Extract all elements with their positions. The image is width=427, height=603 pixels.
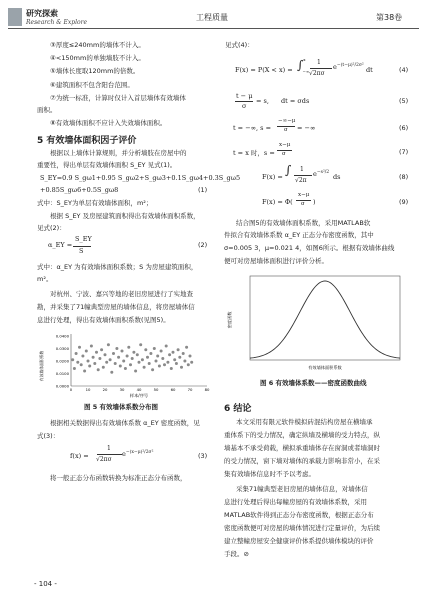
fig5-data-point bbox=[136, 353, 139, 356]
paragraph-line: m²。 bbox=[37, 275, 53, 283]
fig5-data-point bbox=[175, 362, 178, 365]
equation-7-lhs: t = x 时，s = bbox=[233, 149, 275, 157]
fig5-data-point bbox=[149, 352, 152, 355]
fig5-data-point bbox=[160, 350, 163, 353]
equation-3-numerator: 1 bbox=[107, 445, 111, 452]
fig5-data-point bbox=[144, 348, 147, 351]
header-section-title: 研究探索 bbox=[26, 9, 58, 18]
equation-8-tail: ds bbox=[333, 173, 341, 181]
fig5-data-point bbox=[139, 343, 142, 346]
fig5-data-point bbox=[115, 347, 118, 350]
equation-1-line-b: +0.85S_gω6+0.5S_gω8 bbox=[40, 186, 119, 194]
equation-8-denominator: √2π bbox=[295, 177, 307, 184]
figure-5-scatter-chart bbox=[37, 330, 213, 398]
fig5-y-tick-label: 0.0200 bbox=[55, 358, 69, 364]
equation-3-fraction-bar bbox=[97, 454, 122, 455]
equation-9-tail: ) bbox=[313, 198, 316, 206]
fig5-data-point bbox=[166, 361, 169, 364]
fig5-data-point bbox=[112, 352, 115, 355]
paragraph-line: 重体系下的受力情况，确定纵墙及横墙的受力特点，纵 bbox=[224, 431, 380, 439]
fig5-data-point bbox=[104, 353, 107, 356]
fig5-data-point bbox=[187, 363, 190, 366]
equation-6-frac-n: −∞−μ bbox=[278, 118, 296, 124]
equation-7-frac-n: x−μ bbox=[279, 142, 291, 148]
fig5-y-tick-label: 0.0000 bbox=[55, 383, 69, 389]
section-6-title: 6 结论 bbox=[224, 404, 252, 414]
paragraph-line: 将一般正态分布函数转换为标准正态分布函数， bbox=[50, 474, 187, 482]
equation-9-lhs: F(x) = Φ( bbox=[262, 198, 293, 206]
fig5-y-axis-label: 有效墙体面积系数 bbox=[39, 350, 44, 382]
fig5-data-point bbox=[129, 363, 132, 366]
fig5-x-tick-label: 10 bbox=[85, 387, 91, 392]
paragraph-line: 密度函数便可对房屋的墙体情况进行定量评价，为后续 bbox=[224, 524, 380, 532]
paragraph-line: 的受力情况，窗下墙对墙体的承载力影响非常小，在采 bbox=[224, 457, 380, 465]
fig5-x-tick-label: 50 bbox=[153, 387, 159, 392]
fig6-plot-frame bbox=[250, 276, 400, 360]
fig5-data-point bbox=[127, 346, 130, 349]
fig5-data-point bbox=[117, 356, 120, 359]
header-volume: 第38卷 bbox=[376, 13, 403, 22]
equation-4-number: (4) bbox=[399, 66, 409, 74]
equation-6-lhs: t = −∞, s = bbox=[233, 124, 272, 132]
fig6-series-line bbox=[250, 281, 400, 358]
fig5-x-tick-label: 70 bbox=[187, 387, 193, 392]
fig5-data-point bbox=[80, 363, 83, 366]
fig5-data-point bbox=[185, 346, 188, 349]
fig5-data-point bbox=[95, 351, 98, 354]
fig5-data-point bbox=[168, 353, 171, 356]
fig5-data-point bbox=[122, 360, 125, 363]
equation-5-number: (5) bbox=[399, 97, 409, 105]
equation-8-lhs: F(x) = bbox=[262, 173, 283, 181]
equation-3-denominator: √2πσ bbox=[96, 456, 112, 463]
equation-2-lhs: α_EY = bbox=[48, 241, 73, 249]
fig5-data-point bbox=[100, 348, 103, 351]
paragraph-line: 式中：S_EY为单层有效墙体面积，m²； bbox=[37, 199, 153, 207]
equation-5-denominator: σ bbox=[242, 102, 247, 110]
list-item: ⑤墙体长度取120mm的倍数。 bbox=[50, 67, 140, 75]
fig5-data-point bbox=[97, 368, 100, 371]
list-item: ④<150mm的单独墙肢不计入。 bbox=[50, 54, 145, 62]
fig5-data-point bbox=[110, 371, 113, 374]
equation-9-frac-d: σ bbox=[301, 201, 305, 207]
fig5-data-point bbox=[102, 366, 105, 369]
equation-6-number: (6) bbox=[399, 124, 409, 132]
paragraph-line: 集有效墙体信息时不予以考虑。 bbox=[224, 470, 315, 478]
paragraph-line: 手段。⊘ bbox=[224, 550, 249, 558]
fig5-data-point bbox=[121, 350, 124, 353]
paragraph-line: 式中：α_EY 为有效墙体面积系数；S 为房屋建筑面积， bbox=[37, 263, 198, 271]
paragraph-line: MATLAB软件得到正态分布密度函数，根据正态分布 bbox=[224, 511, 374, 519]
header-section-subtitle: Research & Explore bbox=[26, 19, 88, 26]
paragraph-line: 建立整幢房屋安全健康评价体系提供墙体模块的评价 bbox=[224, 537, 374, 545]
fig5-data-point bbox=[183, 360, 186, 363]
fig5-data-point bbox=[173, 358, 176, 361]
fig5-data-point bbox=[163, 363, 166, 366]
equation-4-numerator: 1 bbox=[317, 59, 321, 66]
fig5-data-point bbox=[158, 365, 161, 368]
fig5-x-tick-label: 20 bbox=[102, 387, 108, 392]
fig5-data-point bbox=[93, 362, 96, 365]
fig5-data-point bbox=[87, 360, 90, 363]
equation-5-tail: dt = σds bbox=[281, 97, 310, 105]
page-number: - 104 - bbox=[34, 580, 57, 588]
paragraph-line: 勘，并采集了71幢典型房屋的墙体信息，将房屋墙体信 bbox=[37, 303, 195, 311]
list-item: ⑦为统一标准，计算时仅计入首层墙体有效墙体 bbox=[50, 94, 186, 102]
equation-7-frac-d: σ bbox=[282, 151, 286, 157]
fig5-data-point bbox=[156, 355, 159, 358]
figure-6-density-curve bbox=[224, 272, 414, 372]
list-item: 面积。 bbox=[37, 106, 57, 114]
equation-3-exponent: $e^{-(x-\mu)^2/2\sigma^2}$ bbox=[122, 450, 154, 459]
equation-4-integral: ∫$^x_{-\infty}$ bbox=[297, 57, 310, 74]
equation-4-denominator: √2πσ bbox=[309, 70, 325, 77]
equation-1-number: (1) bbox=[198, 186, 208, 194]
fig5-data-point bbox=[161, 357, 164, 360]
paragraph-line: 息进行处理后得出每幢房屋的有效墙体系数，采用 bbox=[224, 498, 367, 506]
paragraph-line: 见式(2)： bbox=[37, 224, 66, 232]
fig5-data-point bbox=[151, 368, 154, 371]
fig5-data-point bbox=[180, 366, 183, 369]
header-rule bbox=[8, 28, 419, 29]
fig5-data-point bbox=[126, 355, 129, 358]
fig5-data-point bbox=[73, 367, 76, 370]
fig5-x-axis-label: 样本/序号 bbox=[129, 393, 149, 398]
fig5-data-point bbox=[92, 356, 95, 359]
fig5-data-point bbox=[182, 352, 185, 355]
paragraph-line: 件拟合有效墙体系数 α_EY 正态分布密度函数，其中 bbox=[224, 231, 374, 239]
equation-3-number: (3) bbox=[198, 452, 208, 460]
fig5-data-point bbox=[143, 366, 146, 369]
fig5-data-point bbox=[105, 361, 108, 364]
equation-5-numerator: t − μ bbox=[236, 92, 253, 100]
fig5-data-point bbox=[71, 358, 74, 361]
equation-8-numerator: 1 bbox=[300, 166, 304, 173]
equation-2-numerator: S_EY bbox=[75, 235, 92, 243]
equation-9-frac-n: x−μ bbox=[298, 192, 310, 198]
fig5-data-point bbox=[190, 361, 193, 364]
equation-8-exponent: $e^{-s^2/2}$ bbox=[313, 170, 330, 179]
paragraph-line: 重要性，得出单层有效墙体面积 S_EY 见式(1)。 bbox=[37, 161, 177, 169]
paragraph-line: 根据相关数据得出有效墙体系数 α_EY 密度函数，见 bbox=[50, 419, 200, 427]
fig5-data-point bbox=[148, 362, 151, 365]
fig5-data-point bbox=[138, 361, 141, 364]
paragraph-line: 根据 S_EY 及房屋建筑面积得出有效墙体面积系数， bbox=[50, 212, 200, 220]
equation-2-denominator: S bbox=[79, 247, 84, 255]
list-item: ⑧有效墙体面积不应计入失效墙体面积。 bbox=[50, 119, 167, 127]
equation-9-number: (9) bbox=[399, 198, 409, 206]
fig5-data-point bbox=[90, 345, 93, 348]
paragraph-line: 息进行处理，得出有效墙体面积系数(见图5)。 bbox=[37, 316, 170, 324]
equation-4-tail: dt bbox=[366, 66, 373, 74]
list-item: ⑥建筑面积不包含阳台范围。 bbox=[50, 81, 134, 89]
equation-8-number: (8) bbox=[399, 173, 409, 181]
fig5-x-tick-label: 80 bbox=[204, 387, 210, 392]
equation-4-lhs: F(x) = P(X < x) = bbox=[235, 66, 293, 74]
fig6-x-axis-label: 有效墙体面积系数 bbox=[308, 365, 342, 370]
equation-4-exponent: $e^{-(t-\mu)^2/2\sigma^2}$ bbox=[333, 63, 364, 72]
fig5-data-point bbox=[109, 358, 112, 361]
fig5-data-point bbox=[124, 367, 127, 370]
paragraph-line: 根据以上墙体计算规则，并分析墙肢在房屋中的 bbox=[50, 149, 187, 157]
paragraph-line: 对杭州、宁波、嘉兴等地的老旧房屋进行了实地查 bbox=[50, 290, 193, 298]
fig5-data-point bbox=[81, 355, 84, 358]
paragraph-line: 见式(4)： bbox=[225, 41, 254, 49]
equation-2-number: (2) bbox=[198, 241, 208, 249]
paragraph-line: 本文采用有限元软件模拟砖混结构房屋在横墙承 bbox=[236, 418, 373, 426]
fig5-data-point bbox=[78, 346, 81, 349]
fig5-data-point bbox=[85, 350, 88, 353]
fig5-data-point bbox=[155, 360, 158, 363]
fig5-data-point bbox=[131, 357, 134, 360]
equation-5-mid: = s, bbox=[256, 97, 269, 105]
fig5-data-point bbox=[98, 357, 101, 360]
fig5-data-point bbox=[165, 345, 168, 348]
fig5-data-point bbox=[134, 370, 137, 373]
figure-5-caption: 图 5 有效墙体系数分布图 bbox=[84, 403, 159, 411]
section-5-title: 5 有效墙体面积因子评价 bbox=[37, 136, 137, 146]
fig5-data-point bbox=[114, 362, 117, 365]
fig5-y-tick-label: 0.0300 bbox=[55, 345, 69, 351]
paragraph-line: σ=0.005 3，μ=0.021 4，如图6所示。根据有效墙体曲线 bbox=[224, 244, 395, 252]
equation-7-number: (7) bbox=[399, 148, 409, 156]
fig5-data-point bbox=[83, 370, 86, 373]
fig5-x-tick-label: 30 bbox=[119, 387, 125, 392]
fig5-data-point bbox=[141, 358, 144, 361]
fig5-x-tick-label: 60 bbox=[170, 387, 176, 392]
fig5-data-point bbox=[88, 365, 91, 368]
fig5-data-point bbox=[119, 365, 122, 368]
paragraph-line: 式(3)： bbox=[37, 432, 60, 440]
header-logo-box bbox=[8, 8, 22, 26]
equation-4-fraction-bar bbox=[310, 68, 332, 69]
figure-6-caption: 图 6 有效墙体系数——密度函数曲线 bbox=[260, 379, 367, 387]
equation-6-tail: = −∞ bbox=[297, 124, 316, 132]
fig5-data-point bbox=[146, 356, 149, 359]
fig5-data-point bbox=[153, 347, 156, 350]
paragraph-line: 结合图5的有效墙体面积系数，采用MATLAB软 bbox=[236, 219, 371, 227]
equation-8-fraction-bar bbox=[294, 175, 312, 176]
fig5-x-tick-label: 40 bbox=[136, 387, 142, 392]
equation-8-integral: ∫ bbox=[285, 163, 292, 177]
paragraph-line: 墙基本不承受荷载，横拟承重墙体存在窗洞或者墙洞时 bbox=[224, 444, 380, 452]
equation-1-line-a: S_EY=0.9 S_gω1+0.95 S_gω2+S_gω3+0.1S_gω4+0.3S_gω5 bbox=[40, 174, 241, 182]
paragraph-line: 便可对房屋墙体面积进行评价分析。 bbox=[224, 257, 328, 265]
fig6-y-axis-label: 密度函数 bbox=[227, 311, 232, 329]
fig5-data-point bbox=[189, 355, 192, 358]
paragraph-line: 采集71幢典型老旧房屋的墙体信息，对墙体信 bbox=[236, 485, 368, 493]
fig5-data-point bbox=[178, 356, 181, 359]
equation-6-frac-d: σ bbox=[284, 127, 288, 133]
fig5-data-point bbox=[172, 351, 175, 354]
fig5-data-point bbox=[76, 361, 79, 364]
header-journal-name: 工程质量 bbox=[196, 13, 228, 22]
fig5-data-point bbox=[132, 351, 135, 354]
list-item: ③厚度≤240mm的墙体不计入。 bbox=[50, 41, 145, 49]
fig5-data-point bbox=[170, 367, 173, 370]
equation-3-lhs: f(x) = bbox=[70, 452, 89, 460]
fig5-y-tick-label: 0.0100 bbox=[55, 370, 69, 376]
fig5-data-point bbox=[75, 352, 78, 355]
fig5-data-point bbox=[107, 343, 110, 346]
fig5-x-tick-label: 0 bbox=[69, 387, 73, 392]
fig5-y-tick-label: 0.0400 bbox=[55, 333, 69, 339]
fig5-data-point bbox=[177, 348, 180, 351]
